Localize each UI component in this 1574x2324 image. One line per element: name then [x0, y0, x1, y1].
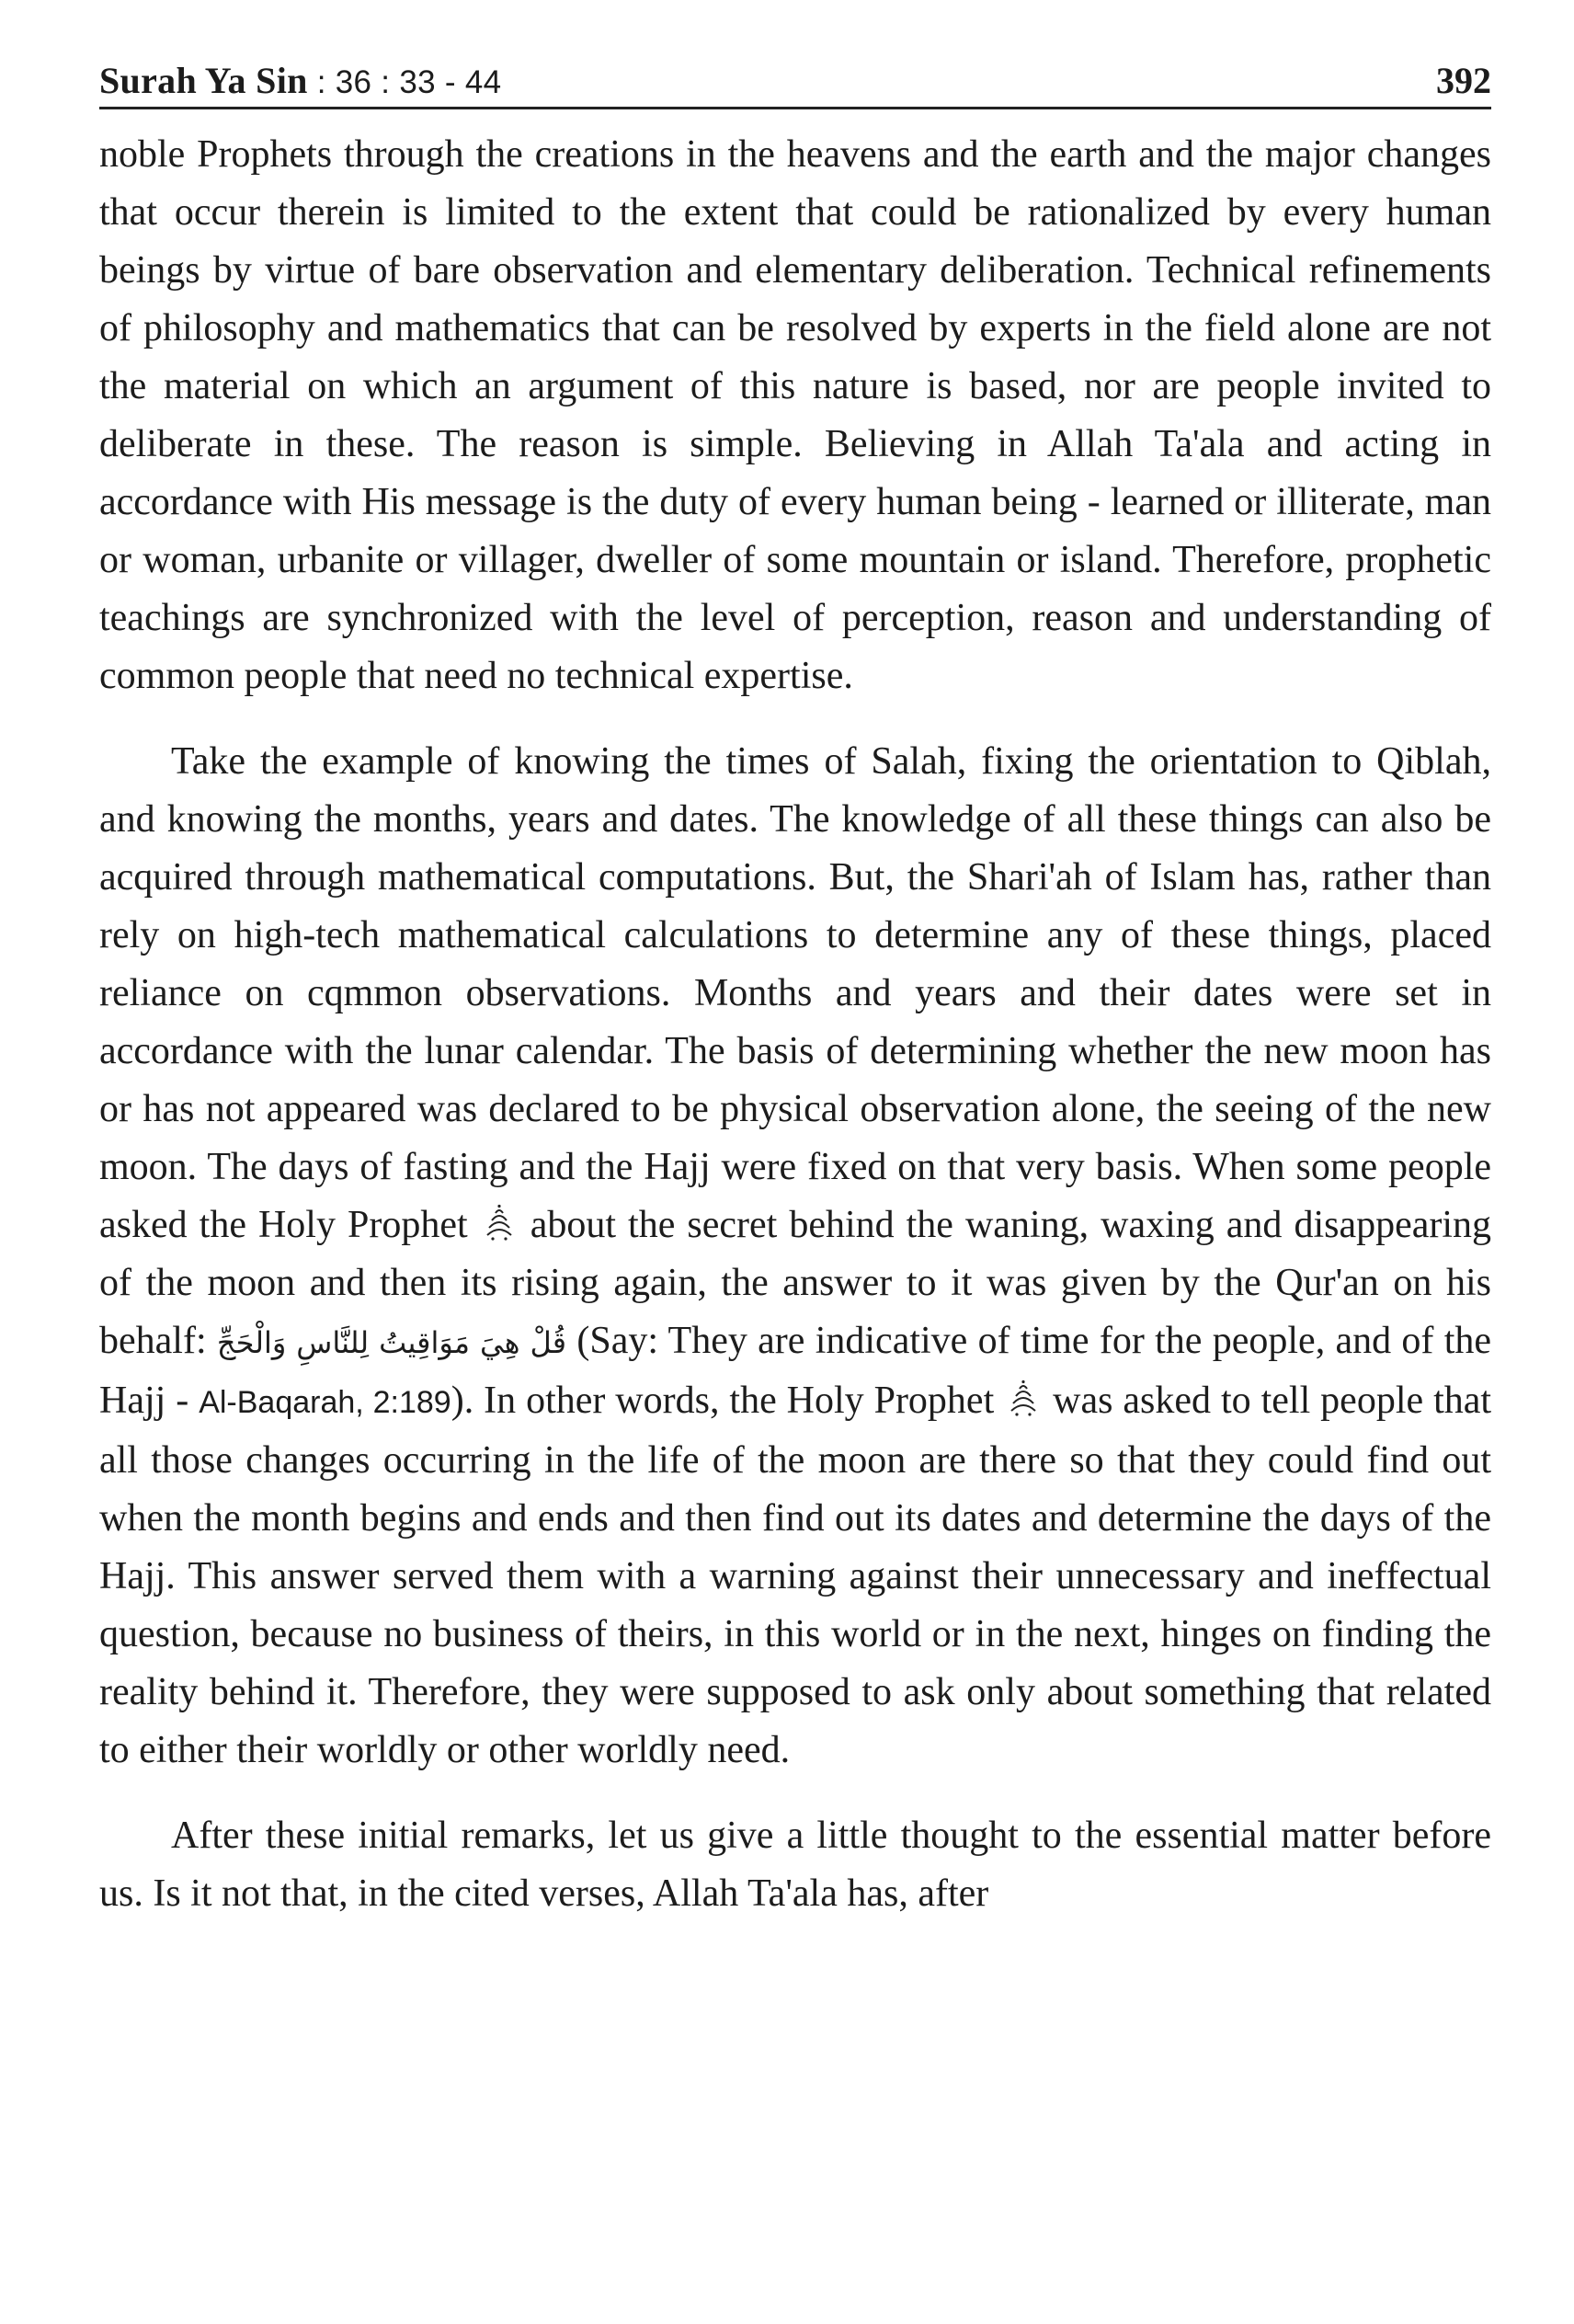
- paragraph-2-part-1: Take the example of knowing the times of Salah, fixing the orientation to Qiblah, and knowing the months, years and dates. The knowledge of all these things can also be acquired through mathematical computations. But, the Shari'ah of Islam has, rather than rely on high-tech mathematical calculations to determine any of these things, placed reliance on cqmmon observations. Months and years and their dates were set in accordance with the lunar calendar. The basis of determining whether the new moon has or has not appeared was declared to be physical observation alone, the seeing of the new moon. The days of fasting and the Hajj were fixed on that very basis. When some people asked the Holy Prophet: [99, 740, 1491, 1246]
- body-text: [99, 126, 1491, 1923]
- paragraph-2-part-2: about the secret behind the waning, waxing and disappearing of the moon and then its rising again, the answer to it was given by the Qur'an on his behalf:: [99, 1204, 1492, 1362]
- paragraph-3: After these initial remarks, let us give a little thought to the essential matter before us. Is it not that, in the cited verses, Allah Ta'ala has, after: [99, 1815, 1491, 1915]
- book-page: [99, 57, 1491, 1923]
- verse-citation: Al-Baqarah, 2:189: [199, 1385, 451, 1420]
- page-number: 392: [1436, 60, 1491, 101]
- verse-reference: : 36 : 33 - 44: [307, 64, 502, 100]
- salutation-glyph-icon: [1008, 1380, 1039, 1416]
- salutation-glyph-icon: [484, 1204, 515, 1241]
- paragraph-1: noble Prophets through the creations in the heavens and the earth and the major changes that occur therein is limited to the extent that could be rationalized by every human beings by virtue of bare observation and elementary deliberation. Technical refinements of philosophy and mathematics that can be resolved by experts in the field alone are not the material on which an argument of this nature is based, nor are people invited to deliberate in these. The reason is simple. Believing in Allah Ta'ala and acting in accordance with His message is the duty of every human being - learned or illiterate, man or woman, urbanite or villager, dweller of some mountain or island. Therefore, prophetic teachings are synchronized with the level of perception, reason and understanding of common people that need no technical expertise.: [99, 133, 1491, 697]
- arabic-verse: قُلْ هِيَ مَوَاقِيتُ لِلنَّاسِ وَالْحَجِّ: [216, 1325, 567, 1360]
- paragraph-2-part-3: (Say: They are indicative of time for the people, and of the Hajj -: [99, 1320, 1492, 1422]
- paragraph-2-part-5: was asked to tell people that all those changes occurring in the life of the moon are there so that they could find out when the month begins and ends and then find out its dates and determine the days of the Hajj. This answer served them with a warning against their unnecessary and ineffectual question, because no business of theirs, in this world or in the next, hinges on finding the reality behind it. Therefore, they were supposed to ask only about something that related to either their worldly or other worldly need.: [99, 1380, 1492, 1771]
- surah-name: Surah Ya Sin: [99, 60, 308, 101]
- running-header: [99, 57, 1491, 109]
- paragraph-2: [99, 733, 1491, 1780]
- paragraph-2-part-4: ). In other words, the Holy Prophet: [451, 1380, 995, 1422]
- header-title: [99, 59, 501, 102]
